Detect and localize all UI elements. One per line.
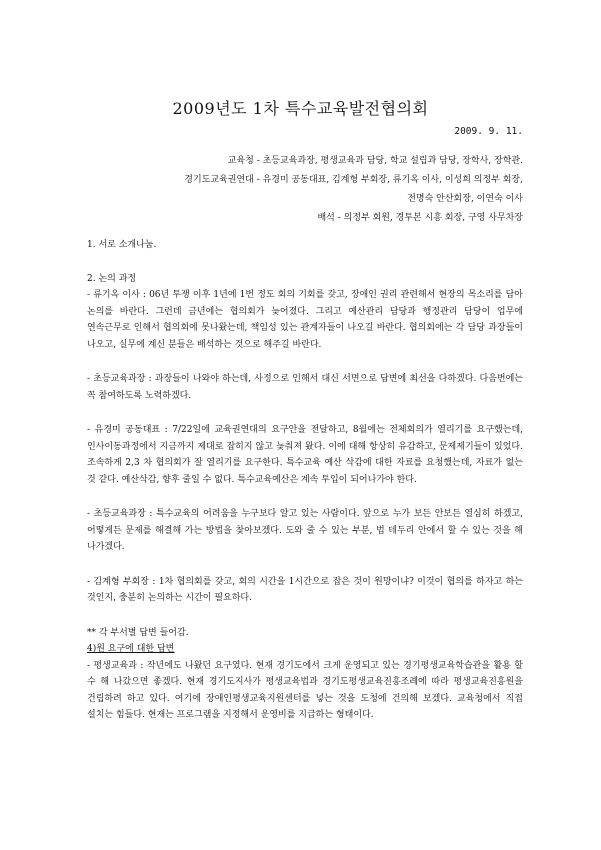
document-title: 2009년도 1차 특수교육발전협의회 — [172, 99, 429, 118]
paragraph-yu-gyeongmi: - 유경미 공동대표 : 7/22일에 교육권연대의 요구안을 전달하고, 8월에는 전체회의가 열리기를 요구했는데, 인사이동과정에서 지금까지 제대로 잡히지 않고 늦춰져 왔다. 이에 대해 항상히 유감하고, 문제제기들이 있었다. 조속하게 2,3 차 협의회가 잘 열리기를 요구한다. 특수교육 예산 삭감에 대한 자료를 요청했는데, 자료가 없는 것 같다. 예산삭감, 향후 줄일 수 없다. 특수교육예산은 계속 투입이 되어나가야 한다. — [87, 425, 523, 485]
paragraph-elementary-director-1: - 초등교육과장 : 과장들이 나와야 하는데, 사정으로 인해서 대신 서면으로 답변에 최선을 다하겠다. 다음번에는 꼭 참여하도록 노력하겠다. — [87, 374, 523, 401]
paragraph-ryu-giok: - 류기옥 이사 : 06년 투쟁 이후 1년에 1번 정도 회의 기회를 갖고, 장애인 권리 관련해서 현장의 목소리를 담아 논의를 바란다. 그런데 금년에는 협의회가 늦어졌다. 그리고 예산관리 담당과 행정관리 담당이 업무에 연속근무로 인해서 협의회에 못나왔는데, 책임성 있는 관계자들이 나오길 바란다. 협의회에는 각 담당 과장들이 나오고, 실무에 계신 분들은 배석하는 것으로 해주길 바란다. — [87, 290, 523, 350]
meeting-date: 2009. 9. 11. — [454, 126, 523, 137]
paragraph-elementary-director-2: - 초등교육과장 : 특수교육의 어려움을 누구보다 알고 있는 사람이다. 앞으로 누가 보든 안보든 열심히 하겠고, 어떻게든 문제를 해결해 가는 방법을 찾아보겠다. 도와 줄 수 있는 부분, 법 테두리 안에서 할 수 있는 것을 해 나가겠다. — [87, 509, 523, 552]
attendee-line-education-office: 교육청 - 초등교육과장, 평생교육과 담당, 학교 설립과 담당, 장학사, 장학관. — [227, 156, 523, 166]
attendee-line-coalition-cont: 전명숙 안산회장, 이연숙 이사 — [407, 194, 523, 204]
attendee-line-coalition: 경기도교육권연대 - 유경미 공동대표, 김계형 부회장, 류기옥 이사, 이성희 의정부 회장, — [184, 175, 523, 185]
paragraph-kim-gyehyeong: - 김계형 부회장 : 1차 협의회를 갖고, 회의 시간을 1시간으로 잡은 것이 원망이냐? 이것이 협의를 하자고 하는 것인지, 충분히 논의하는 시간이 필요하다. — [87, 576, 523, 603]
subheading-request-answers: 4)원 요구에 대한 답변 — [87, 644, 175, 654]
document-body — [87, 237, 523, 724]
note-department-answers: ** 각 부서별 답변 들어감. — [87, 627, 189, 638]
section-heading-introductions: 1. 서로 소개나눔. — [87, 240, 157, 250]
paragraph-lifelong-education: - 평생교육과 : 작년에도 나왔던 요구였다. 현재 경기도에서 크게 운영되고 있는 경기평생교육학습관을 활용 할 수 해 나갔으면 좋겠다. 현재 경기도지사가 평생교육법과 경기도평생교육진흥조례에 따라 평생교육진흥원을 건립하려 하고 있다. 여기에 장애인평생교육지원센터를 넣는 것을 도청에 건의해 보겠다. 교육청에서 직접 설치는 힘들다. 현재는 프로그램을 지정해서 운영비를 지급하는 형태이다. — [87, 660, 523, 720]
attendee-list — [43, 152, 523, 228]
attendee-line-observers: 배석 - 의정부 회원, 경투본 시흥 회장, 구영 사무차장 — [317, 213, 523, 223]
section-heading-discussion: 2. 논의 과정 — [87, 273, 137, 284]
